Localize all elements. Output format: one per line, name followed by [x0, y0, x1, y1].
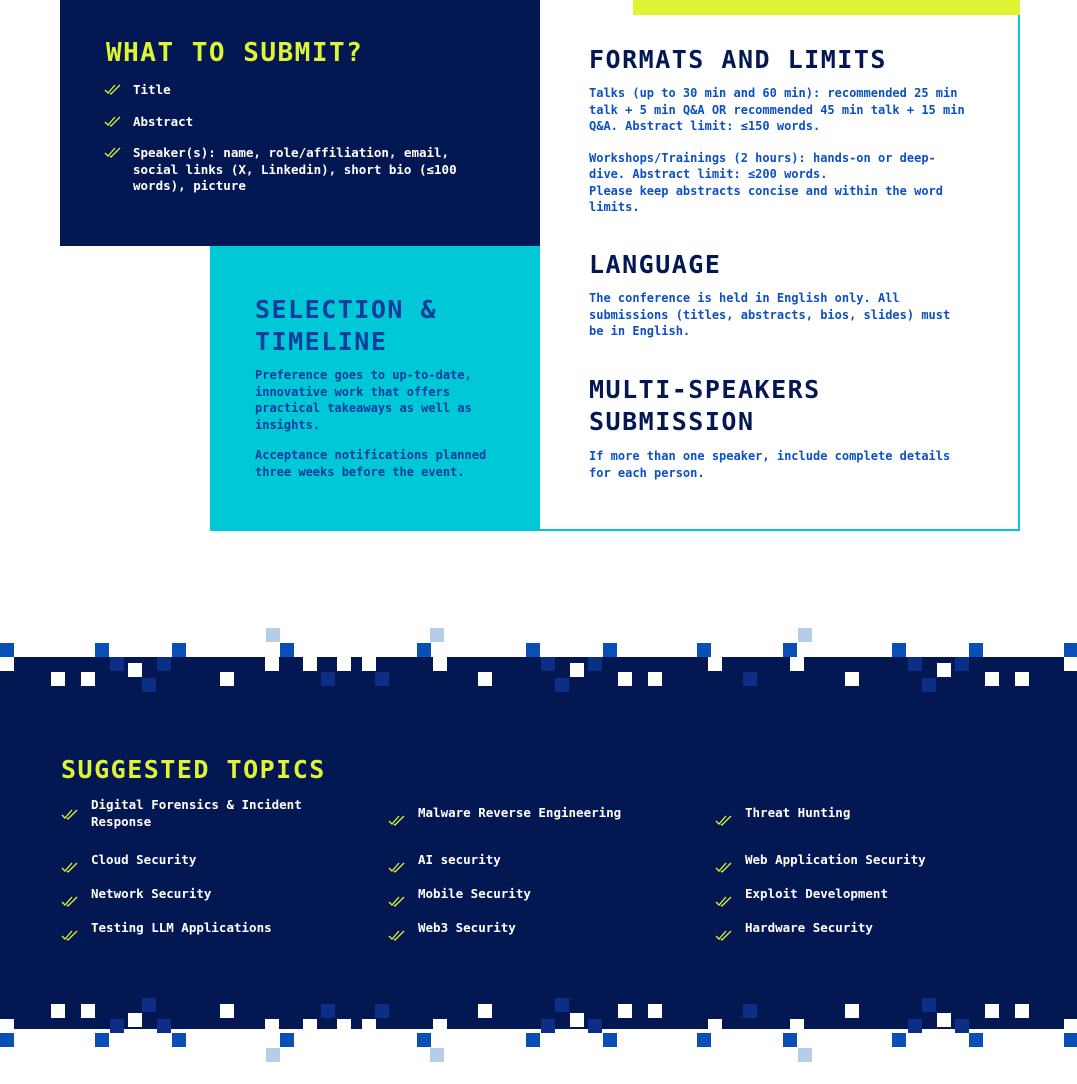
- formats-workshops-text: Workshops/Trainings (2 hours): hands-on or deep-dive. Abstract limit: ≤200 words.: [589, 150, 936, 181]
- pixel-block: [110, 1019, 124, 1033]
- pixel-block: [697, 1033, 711, 1047]
- submit-item-label: Speaker(s): name, role/affiliation, email, social links (X, Linkedin), short bio (≤100 words), picture: [133, 145, 457, 193]
- pixel-block: [128, 1013, 142, 1027]
- pixel-block: [265, 1019, 279, 1033]
- pixel-block: [937, 1013, 951, 1027]
- topic-label: Testing LLM Applications: [91, 920, 272, 935]
- accent-bar: [633, 0, 1020, 15]
- pixel-block: [648, 672, 662, 686]
- pixel-block: [110, 657, 124, 671]
- pixel-block: [430, 628, 444, 642]
- pixel-block: [478, 1004, 492, 1018]
- pixel-block: [81, 672, 95, 686]
- double-check-icon: [388, 861, 406, 873]
- formats-title: FORMATS AND LIMITS: [589, 45, 887, 74]
- pixel-block: [321, 672, 335, 686]
- pixel-block: [321, 1004, 335, 1018]
- pixel-block: [708, 1019, 722, 1033]
- selection-card: [210, 246, 540, 531]
- pixel-block: [1064, 643, 1077, 657]
- pixel-border-decoration: [0, 620, 1077, 1070]
- language-section: [589, 249, 971, 340]
- topic-item: [61, 797, 341, 830]
- topic-item: [388, 805, 668, 822]
- pixel-block: [157, 1019, 171, 1033]
- pixel-block: [362, 657, 376, 671]
- pixel-block: [845, 1004, 859, 1018]
- topic-label: Exploit Development: [745, 886, 888, 901]
- language-title: LANGUAGE: [589, 250, 722, 279]
- topic-item: [388, 920, 668, 937]
- submit-item-label: Title: [133, 82, 171, 97]
- pixel-block: [526, 1033, 540, 1047]
- what-to-submit-title: WHAT TO SUBMIT?: [106, 38, 364, 68]
- pixel-block: [743, 1004, 757, 1018]
- timeline-text: Acceptance notifications planned three weeks before the event.: [255, 448, 487, 479]
- double-check-icon: [61, 895, 79, 907]
- topic-label: AI security: [418, 852, 501, 867]
- pixel-block: [280, 643, 294, 657]
- pixel-block: [433, 657, 447, 671]
- pixel-block: [922, 998, 936, 1012]
- pixel-block: [1064, 657, 1077, 671]
- pixel-block: [618, 1004, 632, 1018]
- double-check-icon: [715, 861, 733, 873]
- pixel-block: [985, 672, 999, 686]
- topic-item: [715, 852, 995, 869]
- pixel-block: [417, 1033, 431, 1047]
- topic-item: [715, 886, 995, 903]
- topic-label: Cloud Security: [91, 852, 197, 867]
- pixel-block: [955, 657, 969, 671]
- pixel-block: [570, 1013, 584, 1027]
- topic-item: [715, 805, 995, 822]
- pixel-block: [128, 663, 142, 677]
- what-to-submit-card: [60, 0, 540, 246]
- submit-list: [104, 82, 464, 210]
- pixel-block: [648, 1004, 662, 1018]
- pixel-block: [555, 998, 569, 1012]
- pixel-block: [51, 1004, 65, 1018]
- pixel-block: [603, 643, 617, 657]
- double-check-icon: [388, 895, 406, 907]
- pixel-block: [588, 1019, 602, 1033]
- topic-label: Network Security: [91, 886, 212, 901]
- double-check-icon: [388, 929, 406, 941]
- pixel-block: [892, 643, 906, 657]
- double-check-icon: [104, 146, 122, 158]
- formats-note-text: Please keep abstracts concise and within the word limits.: [589, 183, 944, 214]
- formats-talks-text: Talks (up to 30 min and 60 min): recommended 25 min talk + 5 min Q&A OR recommended 45 min talk + 15 min Q&A. Abstract limit: ≤150 words.: [589, 86, 965, 133]
- selection-text: Preference goes to up-to-date, innovative work that offers practical takeaways as well as insights.: [255, 368, 472, 432]
- pixel-block: [0, 657, 14, 671]
- pixel-block: [95, 1033, 109, 1047]
- pixel-block: [969, 643, 983, 657]
- pixel-block: [81, 1004, 95, 1018]
- multi-speakers-title: MULTI-SPEAKERS SUBMISSION: [589, 375, 821, 436]
- topic-label: Web Application Security: [745, 852, 926, 867]
- pixel-block: [266, 628, 280, 642]
- pixel-block: [708, 657, 722, 671]
- pixel-block: [697, 643, 711, 657]
- double-check-icon: [715, 895, 733, 907]
- topic-label: Malware Reverse Engineering: [418, 805, 622, 820]
- pixel-block: [783, 1033, 797, 1047]
- double-check-icon: [715, 814, 733, 826]
- pixel-block: [0, 643, 14, 657]
- topic-item: [715, 920, 995, 937]
- topic-item: [388, 852, 668, 869]
- pixel-block: [142, 998, 156, 1012]
- topic-label: Mobile Security: [418, 886, 531, 901]
- language-text: The conference is held in English only. All submissions (titles, abstracts, bios, slides) must be in English.: [589, 291, 951, 338]
- pixel-block: [157, 657, 171, 671]
- topic-item: [61, 920, 341, 937]
- double-check-icon: [61, 808, 79, 820]
- pixel-block: [51, 672, 65, 686]
- double-check-icon: [61, 929, 79, 941]
- pixel-block: [570, 663, 584, 677]
- submit-item-title: [104, 82, 464, 99]
- pixel-block: [172, 1033, 186, 1047]
- double-check-icon: [61, 861, 79, 873]
- multi-speakers-section: [589, 374, 971, 481]
- topics-title: SUGGESTED TOPICS: [61, 755, 326, 784]
- double-check-icon: [715, 929, 733, 941]
- pixel-block: [798, 628, 812, 642]
- pixel-block: [430, 1048, 444, 1062]
- pixel-block: [892, 1033, 906, 1047]
- pixel-block: [955, 1019, 969, 1033]
- pixel-block: [337, 1019, 351, 1033]
- pixel-block: [845, 672, 859, 686]
- double-check-icon: [104, 83, 122, 95]
- pixel-block: [0, 1019, 14, 1033]
- pixel-block: [265, 657, 279, 671]
- pixel-block: [303, 1019, 317, 1033]
- topic-label: Hardware Security: [745, 920, 873, 935]
- pixel-block: [783, 643, 797, 657]
- pixel-block: [220, 1004, 234, 1018]
- multi-speakers-text: If more than one speaker, include complete details for each person.: [589, 449, 951, 480]
- pixel-block: [541, 657, 555, 671]
- submit-item-speakers: [104, 145, 464, 195]
- pixel-block: [526, 643, 540, 657]
- pixel-block: [95, 643, 109, 657]
- pixel-block: [172, 643, 186, 657]
- pixel-block: [937, 663, 951, 677]
- pixel-block: [142, 678, 156, 692]
- pixel-block: [588, 657, 602, 671]
- formats-section: [589, 44, 971, 216]
- topic-item: [61, 852, 341, 869]
- pixel-block: [375, 1004, 389, 1018]
- submit-item-label: Abstract: [133, 113, 194, 129]
- selection-title: SELECTION & TIMELINE: [255, 295, 438, 356]
- pixel-block: [922, 678, 936, 692]
- topic-label: Web3 Security: [418, 920, 516, 935]
- pixel-block: [1015, 672, 1029, 686]
- pixel-block: [908, 1019, 922, 1033]
- pixel-block: [220, 672, 234, 686]
- pixel-block: [985, 1004, 999, 1018]
- pixel-block: [908, 657, 922, 671]
- pixel-block: [798, 1048, 812, 1062]
- pixel-block: [337, 657, 351, 671]
- pixel-block: [0, 1033, 14, 1047]
- pixel-block: [969, 1033, 983, 1047]
- pixel-block: [618, 672, 632, 686]
- pixel-block: [280, 1033, 294, 1047]
- pixel-block: [1015, 1004, 1029, 1018]
- double-check-icon: [104, 115, 122, 127]
- pixel-block: [603, 1033, 617, 1047]
- details-panel: [540, 15, 1020, 531]
- pixel-block: [1064, 1019, 1077, 1033]
- pixel-block: [266, 1048, 280, 1062]
- pixel-block: [743, 672, 757, 686]
- topic-item: [388, 886, 668, 903]
- double-check-icon: [388, 814, 406, 826]
- pixel-block: [790, 657, 804, 671]
- pixel-block: [790, 1019, 804, 1033]
- pixel-block: [303, 657, 317, 671]
- pixel-block: [362, 1019, 376, 1033]
- topic-label: Digital Forensics & Incident Response: [91, 797, 302, 829]
- topic-item: [61, 886, 341, 903]
- pixel-block: [375, 672, 389, 686]
- pixel-block: [1064, 1033, 1077, 1047]
- pixel-block: [417, 643, 431, 657]
- pixel-block: [433, 1019, 447, 1033]
- topic-label: Threat Hunting: [745, 805, 851, 820]
- pixel-block: [478, 672, 492, 686]
- submit-item-abstract: [104, 114, 464, 131]
- pixel-block: [555, 678, 569, 692]
- pixel-block: [541, 1019, 555, 1033]
